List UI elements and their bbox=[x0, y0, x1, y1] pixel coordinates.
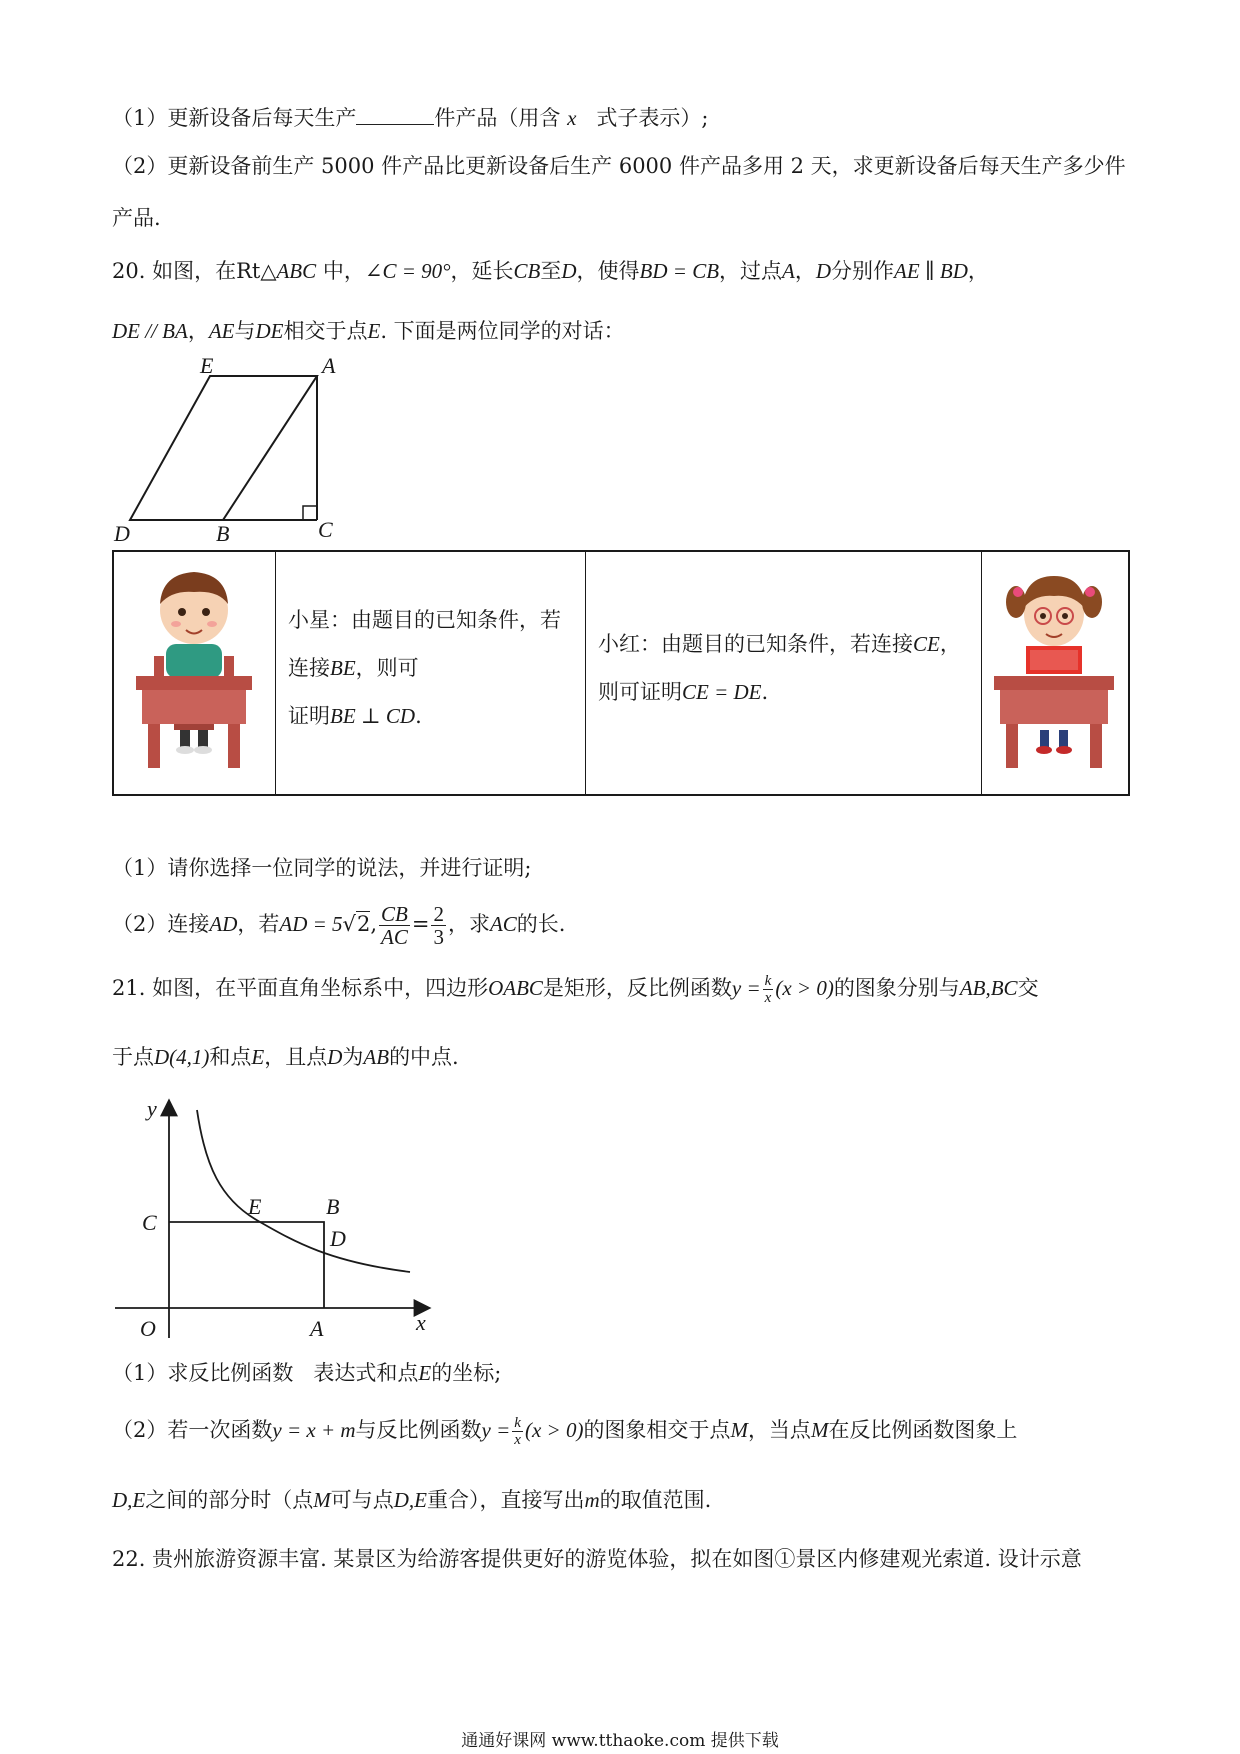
q21-stem-line1: 21. 如图，在平面直角坐标系中，四边形OABC是矩形，反比例函数y = $\frac{k}{x}$ (x > 0)的图象分别与AB,BC交 bbox=[112, 973, 1039, 1006]
label-c: C bbox=[318, 517, 333, 542]
boy-at-desk-illustration bbox=[114, 552, 274, 794]
q22-stem: 22. 贵州旅游资源丰富. 某景区为给游客提供更好的游览体验，拟在如图①景区内修建观光索道. 设计示意 bbox=[112, 1547, 1082, 1571]
q19-part2-line2: 产品. bbox=[112, 206, 161, 230]
page-footer: 通通好课网 www.tthaoke.com 提供下载 bbox=[461, 1731, 779, 1751]
xiaohong-line2: 则可证明CE = DE. bbox=[598, 680, 769, 704]
label-a: A bbox=[322, 355, 336, 378]
label-b: B bbox=[216, 521, 230, 545]
q21-part2-line2: D,E之间的部分时（点M可与点D,E重合），直接写出m的取值范围. bbox=[112, 1488, 712, 1512]
girl-reading-illustration bbox=[982, 552, 1126, 794]
xiaoxing-line3: 证明BE ⊥ CD. bbox=[288, 704, 422, 728]
func-k-over-x: $\frac{k}{x}$ bbox=[764, 973, 772, 1006]
axis-label-y: y bbox=[147, 1096, 157, 1121]
q20-stem-line2: DE // BA，AE与DE相交于点E. 下面是两位同学的对话： bbox=[112, 319, 625, 343]
label-d: D bbox=[114, 521, 130, 545]
q21-coordinate-figure bbox=[110, 1090, 450, 1340]
label-e: E bbox=[248, 1194, 262, 1219]
q21-stem-line2: 于点D(4,1)和点E，且点D为AB的中点. bbox=[112, 1045, 459, 1069]
xiaoxing-line2: 连接BE，则可 bbox=[288, 656, 419, 680]
xiaoxing-line1: 小星：由题目的已知条件，若 bbox=[288, 608, 561, 632]
axis-label-x: x bbox=[416, 1310, 426, 1335]
label-c: C bbox=[142, 1210, 157, 1235]
dialog-table bbox=[112, 550, 1130, 796]
ratio-value: $\frac{2}{3}$ bbox=[433, 902, 444, 949]
boy-illustration-cell bbox=[114, 552, 276, 794]
hyperbola-curve bbox=[197, 1110, 410, 1272]
q19-part2-line1: （2）更新设备前生产 5000 件产品比更新设备后生产 6000 件产品多用 2 天，求更新设备后每天生产多少件 bbox=[112, 154, 1126, 178]
label-d: D bbox=[330, 1226, 346, 1251]
q21-part2-line1: （2）若一次函数y = x + m与反比例函数y = $\frac{k}{x}$ (x > 0)的图象相交于点M，当点M在反比例函数图象上 bbox=[112, 1415, 1018, 1448]
q21-part1: （1）求反比例函数 表达式和点E的坐标; bbox=[112, 1361, 502, 1385]
rectangle-oabc bbox=[169, 1222, 324, 1308]
xiaohong-line1: 小红：由题目的已知条件，若连接CE， bbox=[598, 632, 961, 656]
label-origin: O bbox=[140, 1316, 156, 1340]
func-k-over-x-2: $\frac{k}{x}$ bbox=[514, 1415, 521, 1448]
label-e: E bbox=[200, 355, 214, 378]
q19-part1: （1）更新设备后每天生产 件产品（用含 x 式子表示）; bbox=[112, 106, 709, 130]
girl-illustration-cell bbox=[982, 552, 1128, 794]
sqrt-symbol: √ bbox=[342, 912, 356, 936]
q20-stem-line1: 20. 如图，在Rt△ABC 中，∠C = 90°，延长CB至D，使得BD = CB，过点A，D分别作AE ∥ BD， bbox=[112, 259, 989, 283]
label-b: B bbox=[326, 1194, 340, 1219]
q20-geometry-figure bbox=[100, 355, 360, 545]
label-a: A bbox=[310, 1316, 324, 1340]
parallelogram-edab bbox=[130, 376, 317, 520]
right-angle-mark bbox=[303, 506, 317, 520]
ratio-cb-ac: $\frac{CB}{AC}$ bbox=[381, 902, 408, 949]
q20-part2: （2）连接AD，若AD = 5√2, $\frac{CB}{AC}$ = $\frac{2}{3}$ ，求AC的长. bbox=[112, 902, 566, 949]
xiaohong-dialog-cell bbox=[586, 552, 982, 794]
xiaoxing-dialog-cell bbox=[276, 552, 586, 794]
q20-part1: （1）请你选择一位同学的说法，并进行证明; bbox=[112, 856, 532, 880]
answer-blank bbox=[356, 106, 434, 125]
